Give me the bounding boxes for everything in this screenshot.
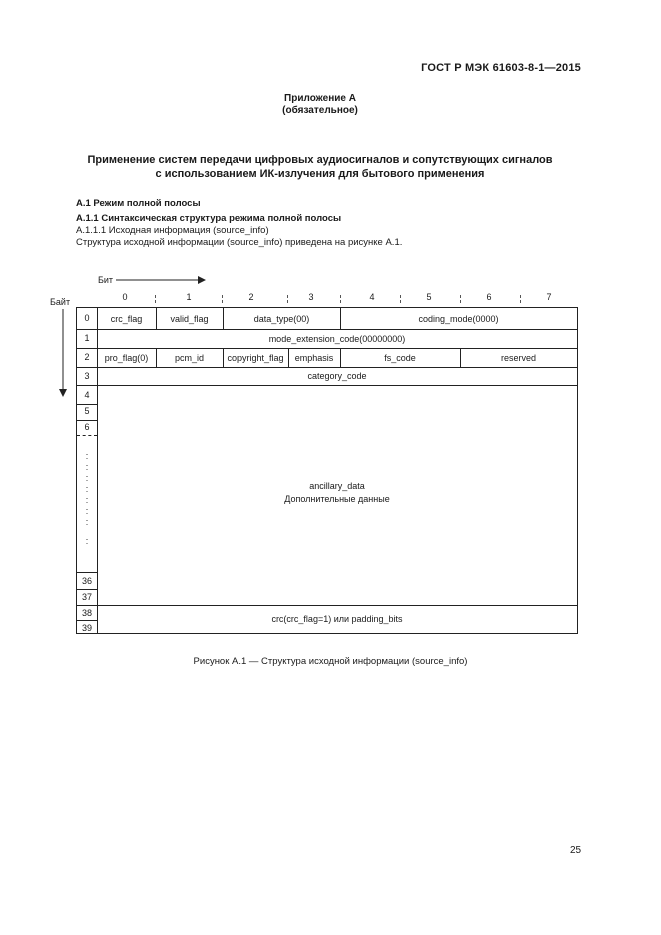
row-number-0: 0 [84,313,90,323]
field-coding-mode: coding_mode(0000) [418,313,499,324]
bit-tick [520,295,521,303]
ellipsis-dot: : [85,473,89,483]
field-reserved: reserved [500,352,536,363]
annex-title: Приложение А [284,93,356,104]
bit-tick [400,295,401,303]
section-a11-heading: А.1.1 Синтаксическая структура режима полной полосы [76,213,342,224]
ellipsis-dot: : [85,451,89,461]
bit-label-1: 1 [186,292,192,302]
ellipsis-dot: : [85,495,89,505]
row-divider [77,435,97,436]
bit-tick [155,295,156,303]
standard-number: ГОСТ Р МЭК 61603-8-1—2015 [421,62,581,74]
ellipsis-dot: : [85,506,89,516]
bit-tick [287,295,288,303]
row-number-37: 37 [81,592,92,602]
ellipsis-dot: : [85,462,89,472]
row-number-6: 6 [84,422,90,432]
row-number-3: 3 [84,371,90,381]
bit-label-2: 2 [248,292,254,302]
ellipsis-dot: : [85,484,89,494]
field-pcm-id: pcm_id [174,352,204,363]
byte-axis-label: Байт [50,297,71,307]
row-divider [77,589,97,590]
section-a111-heading: А.1.1.1 Исходная информация (source_info) [76,225,269,236]
row-number-1: 1 [84,333,90,343]
row-number-4: 4 [84,390,90,400]
bit-axis-label: Бит [98,275,114,285]
bit-label-6: 6 [486,292,492,302]
row-divider [77,572,97,573]
field-emphasis: emphasis [294,352,334,363]
row-number-5: 5 [84,406,90,416]
row-divider [77,620,97,621]
bit-label-3: 3 [308,292,314,302]
byte-arrow-icon [58,309,68,399]
bit-label-4: 4 [369,292,375,302]
ellipsis-dot: : [85,536,89,546]
field-ancillary-data: ancillary_data [309,481,365,491]
bit-tick [340,295,341,303]
bit-label-0: 0 [122,292,128,302]
source-info-table [76,307,578,634]
row-divider [77,385,577,386]
bit-arrow-icon [116,275,206,285]
bit-tick [222,295,223,303]
bit-label-5: 5 [426,292,432,302]
figure-caption: Рисунок А.1 — Структура исходной информации (source_info) [193,656,468,667]
field-data-type: data_type(00) [253,313,310,324]
field-ancillary-data-description: Дополнительные данные [284,494,390,504]
field-valid-flag: valid_flag [170,313,209,324]
row-number-39: 39 [81,623,92,633]
bit-label-7: 7 [546,292,552,302]
field-crc-flag: crc_flag [110,313,143,324]
field-copyright-flag: copyright_flag [227,352,284,363]
row-divider [77,404,97,405]
field-pro-flag: pro_flag(0) [104,352,149,363]
field-mode-extension-code: mode_extension_code(00000000) [268,333,406,344]
annex-status: (обязательное) [282,105,358,116]
section-paragraph: Структура исходной информации (source_info) приведена на рисунке А.1. [76,237,403,248]
row-number-2: 2 [84,352,90,362]
row-number-36: 36 [81,576,92,586]
bit-tick [460,295,461,303]
page-number: 25 [570,845,582,856]
row-divider [77,420,97,421]
field-crc-or-padding: crc(crc_flag=1) или padding_bits [271,614,403,624]
ellipsis-dot: : [85,517,89,527]
row-number-38: 38 [81,608,92,618]
document-title-line-1: Применение систем передачи цифровых аудиосигналов и сопутствующих сигналов [87,154,553,166]
field-fs-code: fs_code [384,352,416,363]
field-category-code: category_code [307,371,367,381]
document-title-line-2: с использованием ИК-излучения для бытового применения [155,168,485,180]
section-a1-heading: А.1 Режим полной полосы [76,198,201,209]
